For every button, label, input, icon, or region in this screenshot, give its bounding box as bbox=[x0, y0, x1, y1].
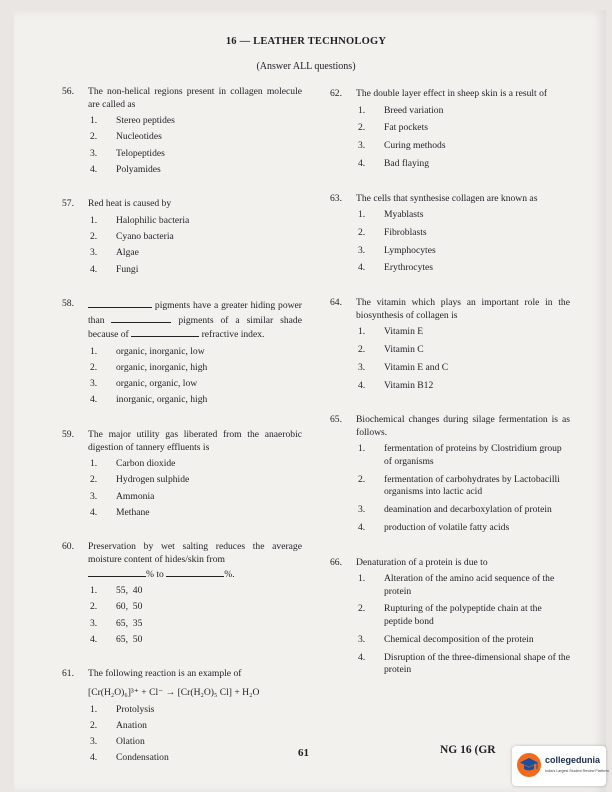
option: 2. Fat pockets bbox=[358, 122, 428, 134]
option: 4. production of volatile fatty acids bbox=[358, 521, 510, 533]
question-number: 64. bbox=[330, 297, 342, 309]
collegedunia-watermark bbox=[512, 746, 609, 786]
question-58 bbox=[62, 298, 302, 407]
option: 4. Erythrocytes bbox=[358, 262, 434, 274]
question-57 bbox=[62, 198, 302, 276]
option: 2. 60, 50 bbox=[90, 601, 143, 613]
question-number: 61. bbox=[62, 668, 74, 680]
question-number: 59. bbox=[62, 429, 74, 441]
page-header bbox=[0, 36, 612, 72]
option: 1. 55, 40 bbox=[90, 585, 143, 597]
question-number: 57. bbox=[62, 198, 74, 210]
question-stem: The major utility gas liberated from the anaerobic digestion of tannery effluents is bbox=[88, 429, 302, 453]
question-number: 66. bbox=[330, 556, 342, 568]
question-stem: pigments have a greater hiding power than pigments of a similar shade because of refractive index. bbox=[88, 300, 302, 341]
question-64 bbox=[330, 297, 570, 392]
option: 1. Stereo peptides bbox=[90, 115, 175, 127]
fill-blank bbox=[131, 327, 199, 337]
instructions: (Answer ALL questions) bbox=[256, 61, 356, 72]
left-column bbox=[62, 86, 302, 787]
question-stem: The double layer effect in sheep skin is a result of bbox=[356, 88, 548, 99]
option: 4. Polyamides bbox=[90, 163, 161, 175]
option: 1. Breed variation bbox=[358, 104, 444, 116]
option: 3. deamination and decarboxylation of protein bbox=[358, 504, 552, 516]
option: 3. organic, organic, low bbox=[90, 378, 198, 390]
question-56 bbox=[62, 86, 302, 176]
option: 2. fermentation of carbohydrates by Lactobacilli organisms into lactic acid bbox=[358, 473, 560, 498]
question-65 bbox=[330, 414, 570, 534]
question-number: 58. bbox=[62, 298, 74, 310]
option: 3. Olation bbox=[90, 735, 145, 747]
option: 3. Lymphocytes bbox=[358, 244, 436, 256]
question-62 bbox=[330, 88, 570, 171]
option: 2. Cyano bacteria bbox=[90, 231, 174, 243]
question-stem: Biochemical changes during silage fermentation is as follows. bbox=[356, 414, 570, 438]
page-number: 61 bbox=[298, 747, 309, 759]
brand-name: collegedunia bbox=[545, 755, 601, 765]
option: 3. Curing methods bbox=[358, 140, 446, 152]
option: 3. Ammonia bbox=[90, 490, 155, 502]
option: 4. Vitamin B12 bbox=[358, 379, 434, 391]
question-63 bbox=[330, 193, 570, 276]
question-stem: The following reaction is an example of bbox=[88, 668, 242, 680]
option: 1. fermentation of proteins by Clostridium group of organisms bbox=[358, 443, 562, 467]
option: 4. inorganic, organic, high bbox=[90, 394, 208, 406]
option: 4. Fungi bbox=[90, 263, 139, 275]
graduation-cap-icon bbox=[516, 752, 542, 778]
option: 2. Nucleotides bbox=[90, 131, 162, 143]
option: 1. Halophilic bacteria bbox=[90, 214, 190, 226]
section-title: 16 — LEATHER TECHNOLOGY bbox=[225, 36, 387, 47]
option: 2. organic, inorganic, high bbox=[90, 362, 208, 374]
option: 3. Telopeptides bbox=[90, 147, 165, 159]
question-number: 65. bbox=[330, 414, 342, 426]
option: 1. Vitamin E bbox=[358, 326, 424, 338]
option: 4. Bad flaying bbox=[358, 157, 430, 169]
option: 3. Vitamin E and C bbox=[358, 361, 449, 373]
option: 1. Myablasts bbox=[358, 209, 424, 221]
right-column bbox=[330, 88, 570, 699]
option: 1. Carbon dioxide bbox=[90, 458, 176, 470]
question-number: 62. bbox=[330, 88, 342, 99]
fill-blank bbox=[88, 298, 152, 308]
option: 4. Disruption of the three-dimensional shape of the protein bbox=[358, 651, 570, 676]
question-stem: The cells that synthesise collagen are known as bbox=[356, 192, 538, 204]
option: 4. Methane bbox=[90, 506, 150, 518]
option: 4. Condensation bbox=[90, 752, 169, 764]
fill-blank bbox=[88, 567, 146, 577]
question-66 bbox=[330, 557, 570, 677]
option: 2. Vitamin C bbox=[358, 344, 424, 356]
paper-code: NG 16 (GR bbox=[440, 744, 496, 756]
option: 2. Hydrogen sulphide bbox=[90, 474, 190, 486]
option: 2. Rupturing of the polypeptide chain at the peptide bond bbox=[358, 603, 542, 628]
option: 1. Protolysis bbox=[90, 703, 155, 715]
question-59 bbox=[62, 429, 302, 519]
question-stem: The vitamin which plays an important role in the biosynthesis of collagen is bbox=[356, 297, 570, 321]
chemical-equation: [Cr(H₂O)₆]³⁺ + Cl⁻ → [Cr(H₂O)₅ Cl] + H₂O bbox=[88, 686, 260, 698]
question-60 bbox=[62, 541, 302, 646]
question-stem: The non-helical regions present in collagen molecule are called as bbox=[88, 86, 302, 110]
question-stem: Denaturation of a protein is due to bbox=[356, 556, 488, 568]
fill-blank bbox=[166, 567, 224, 577]
option: 3. Algae bbox=[90, 247, 139, 259]
question-stem: Red heat is caused by bbox=[88, 198, 172, 210]
option: 2. Fibroblasts bbox=[358, 226, 427, 238]
option: 3. 65, 35 bbox=[90, 617, 143, 629]
question-number: 60. bbox=[62, 541, 74, 553]
question-number: 63. bbox=[330, 192, 342, 204]
option: 1. organic, inorganic, low bbox=[90, 345, 205, 357]
question-61 bbox=[62, 668, 302, 764]
fill-blank bbox=[111, 313, 171, 323]
option: 1. Alteration of the amino acid sequence of the protein bbox=[358, 573, 555, 597]
brand-tagline: India's Largest Student Review Platform bbox=[545, 769, 609, 773]
option: 3. Chemical decomposition of the protein bbox=[358, 633, 534, 645]
question-stem: Preservation by wet salting reduces the average moisture content of hides/skin from % to %. bbox=[88, 541, 302, 580]
question-number: 56. bbox=[62, 86, 74, 97]
option: 2. Anation bbox=[90, 719, 147, 731]
option: 4. 65, 50 bbox=[90, 633, 143, 645]
